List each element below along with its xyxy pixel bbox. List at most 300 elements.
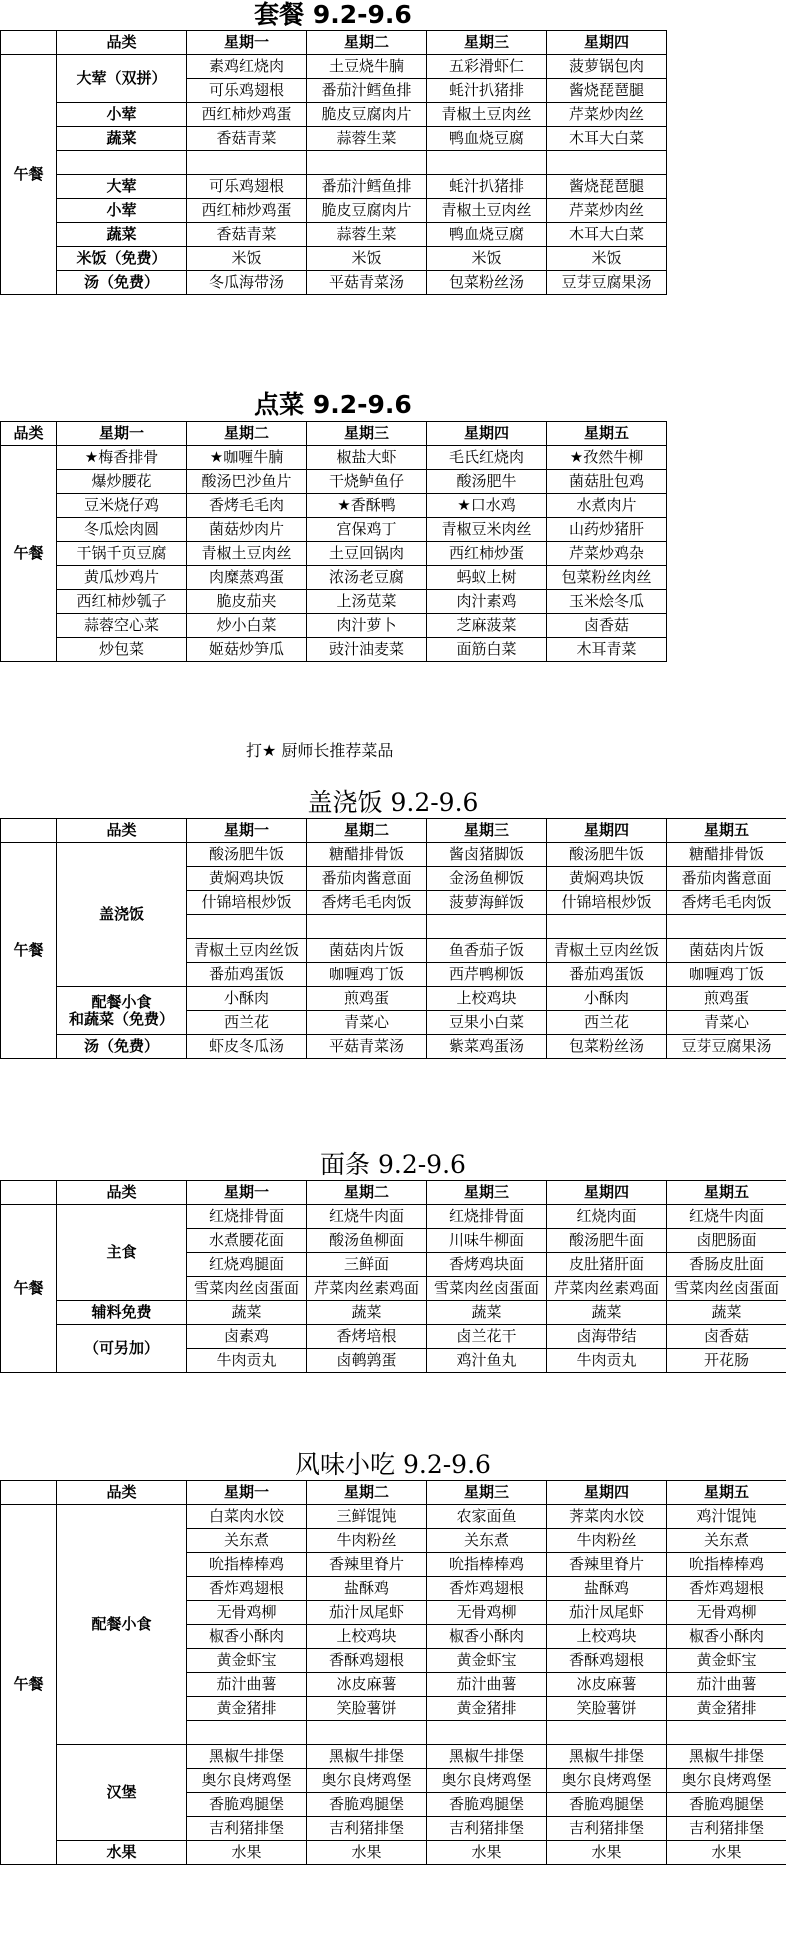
dish-cell: 米饭 [187,247,307,271]
dish-cell: 豆芽豆腐果汤 [667,1035,786,1059]
category-label [57,987,187,1035]
dish-cell: 菌菇肉片饭 [667,939,786,963]
dish-cell: 菌菇肚包鸡 [547,470,667,494]
dish-cell: 吉利猪排堡 [187,1817,307,1841]
table-row [1,127,667,151]
dish-cell: 青椒土豆肉丝饭 [547,939,667,963]
dish-cell: 芹菜炒肉丝 [547,103,667,127]
dish-cell: 卤素鸡 [187,1325,307,1349]
header-cell: 星期五 [667,1181,786,1205]
table-row [1,223,667,247]
dish-cell: ★孜然牛柳 [547,446,667,470]
header-cell: 星期一 [187,31,307,55]
gaijiaofan-title: 盖浇饭 9.2-9.6 [307,788,479,817]
dish-cell: 茄汁凤尾虾 [547,1601,667,1625]
dish-cell: 豉汁油麦菜 [307,638,427,662]
dish-cell: 西红柿炒鸡蛋 [187,103,307,127]
dish-cell: 水果 [187,1841,307,1865]
dish-cell: 荠菜肉水饺 [547,1505,667,1529]
dish-cell: 冰皮麻薯 [307,1673,427,1697]
table-row [1,614,667,638]
dish-cell: 无骨鸡柳 [667,1601,786,1625]
dish-cell: 茄汁曲薯 [427,1673,547,1697]
dish-cell: 煎鸡蛋 [307,987,427,1011]
table-row [1,1035,786,1059]
dish-cell: 卤鹌鹑蛋 [307,1349,427,1373]
dish-cell: 关东煮 [187,1529,307,1553]
dish-cell: 香脆鸡腿堡 [547,1793,667,1817]
dish-cell: 番茄汁鳕鱼排 [307,175,427,199]
dish-cell: 香脆鸡腿堡 [427,1793,547,1817]
dish-cell: 蔬菜 [547,1301,667,1325]
dish-cell: 蚝汁扒猪排 [427,79,547,103]
dish-cell [667,1721,786,1745]
table-row [1,1301,786,1325]
dish-cell: ★咖喱牛腩 [187,446,307,470]
table-row [1,1481,786,1505]
dish-cell: 黑椒牛排堡 [667,1745,786,1769]
table-row [1,446,667,470]
dish-cell: 牛肉贡丸 [187,1349,307,1373]
header-cell: 星期五 [667,1481,786,1505]
dish-cell: 三鲜馄饨 [307,1505,427,1529]
dish-cell [187,915,307,939]
meal-label: 午餐 [1,446,57,662]
header-cell: 星期五 [547,422,667,446]
dish-cell: 香菇青菜 [187,223,307,247]
dish-cell: 关东煮 [427,1529,547,1553]
dish-cell: 煎鸡蛋 [667,987,786,1011]
dish-cell [547,151,667,175]
dish-cell: 菌菇肉片饭 [307,939,427,963]
dish-cell: 红烧牛肉面 [307,1205,427,1229]
dish-cell: 平菇青菜汤 [307,1035,427,1059]
dish-cell [547,1721,667,1745]
dish-cell: 黄瓜炒鸡片 [57,566,187,590]
dish-cell: 蔬菜 [307,1301,427,1325]
header-cell: 星期二 [307,819,427,843]
dish-cell: 吉利猪排堡 [547,1817,667,1841]
dish-cell: 水煮肉片 [547,494,667,518]
dish-cell [427,1721,547,1745]
header-cell: 品类 [57,819,187,843]
table-row [1,422,667,446]
dish-cell: 酸汤鱼柳面 [307,1229,427,1253]
category-label: 配餐小食 [57,1505,187,1745]
dish-cell: 肉汁萝卜 [307,614,427,638]
table-row [1,987,786,1011]
dish-cell: 开花肠 [667,1349,786,1373]
dish-cell: 椒香小酥肉 [187,1625,307,1649]
dish-cell: 芹菜肉丝素鸡面 [307,1277,427,1301]
table-row [1,518,667,542]
dish-cell: 牛肉粉丝 [307,1529,427,1553]
dish-cell: 卤兰花干 [427,1325,547,1349]
dish-cell: 蒜蓉生菜 [307,127,427,151]
table-row [1,31,667,55]
header-cell: 品类 [57,1481,187,1505]
category-label: 汉堡 [57,1745,187,1841]
header-cell: 星期二 [187,422,307,446]
dish-cell: 黑椒牛排堡 [187,1745,307,1769]
table-row [1,247,667,271]
dish-cell: 香炸鸡翅根 [187,1577,307,1601]
dish-cell: 炒包菜 [57,638,187,662]
dish-cell: 椒盐大虾 [307,446,427,470]
dish-cell: 蚂蚁上树 [427,566,547,590]
dish-cell: 皮肚猪肝面 [547,1253,667,1277]
table-row [1,1841,786,1865]
dish-cell: 吉利猪排堡 [307,1817,427,1841]
dish-cell: 上汤苋菜 [307,590,427,614]
dish-cell: 牛肉粉丝 [547,1529,667,1553]
dish-cell: 鸡汁馄饨 [667,1505,786,1529]
dish-cell: 山药炒猪肝 [547,518,667,542]
dish-cell: 番茄鸡蛋饭 [187,963,307,987]
dish-cell: 卤香菇 [667,1325,786,1349]
dish-cell: 椒香小酥肉 [667,1625,786,1649]
dish-cell: 豆芽豆腐果汤 [547,271,667,295]
dish-cell: 小酥肉 [547,987,667,1011]
header-cell: 星期一 [187,1181,307,1205]
dish-cell: 茄汁曲薯 [187,1673,307,1697]
dish-cell: 香酥鸡翅根 [307,1649,427,1673]
dish-cell: 香烤毛毛肉饭 [667,891,786,915]
dish-cell [307,151,427,175]
dish-cell: 番茄肉酱意面 [667,867,786,891]
corner-cell [1,31,57,55]
diancai-title: 点菜 9.2-9.6 [254,390,412,419]
dish-cell: 香酥鸡翅根 [547,1649,667,1673]
dish-cell: 鸭血烧豆腐 [427,223,547,247]
dish-cell: 酸汤肥牛饭 [187,843,307,867]
dish-cell: 番茄鸡蛋饭 [547,963,667,987]
dish-cell: 土豆回锅肉 [307,542,427,566]
dish-cell: 五彩滑虾仁 [427,55,547,79]
table-row [1,1745,786,1769]
dish-cell: 芝麻菠菜 [427,614,547,638]
dish-cell: 面筋白菜 [427,638,547,662]
header-cell: 品类 [57,31,187,55]
dish-cell: 蒜蓉生菜 [307,223,427,247]
dish-cell: 青椒土豆肉丝 [427,103,547,127]
dish-cell: 香菇青菜 [187,127,307,151]
category-label: 盖浇饭 [57,843,187,987]
dish-cell: 川味牛柳面 [427,1229,547,1253]
taocan-title: 套餐 9.2-9.6 [254,0,412,29]
dish-cell: 黄焖鸡块饭 [187,867,307,891]
dish-cell: 香辣里脊片 [307,1553,427,1577]
dish-cell: 酱烧琵琶腿 [547,175,667,199]
category-label: 水果 [57,1841,187,1865]
dish-cell: 米饭 [307,247,427,271]
table-row [1,1505,786,1529]
category-label: 蔬菜 [57,127,187,151]
table-row [1,151,667,175]
dish-cell: 西兰花 [547,1011,667,1035]
table-row [1,1325,786,1349]
dish-cell: 红烧排骨面 [187,1205,307,1229]
header-cell: 星期二 [307,1481,427,1505]
dish-cell: 青椒豆米肉丝 [427,518,547,542]
header-cell: 星期四 [427,422,547,446]
table-row [1,55,667,79]
dish-cell: 水果 [667,1841,786,1865]
dish-cell: 吮指棒棒鸡 [667,1553,786,1577]
meal-label: 午餐 [1,1205,57,1373]
dish-cell: 香烤培根 [307,1325,427,1349]
dish-cell: 芹菜肉丝素鸡面 [547,1277,667,1301]
dish-cell: 木耳大白菜 [547,127,667,151]
dish-cell [547,915,667,939]
miantiao-title: 面条 9.2-9.6 [320,1150,466,1179]
dish-cell: 姬菇炒笋瓜 [187,638,307,662]
table-row [1,638,667,662]
dish-cell: 什锦培根炒饭 [547,891,667,915]
dish-cell: 黄金虾宝 [667,1649,786,1673]
category-label: 汤（免费） [57,1035,187,1059]
dish-cell: 冰皮麻薯 [547,1673,667,1697]
table-row [1,843,786,867]
dish-cell: 上校鸡块 [547,1625,667,1649]
gaijiaofan-table [0,818,786,1059]
dish-cell: 红烧肉面 [547,1205,667,1229]
header-cell: 星期三 [427,819,547,843]
dish-cell: 香脆鸡腿堡 [667,1793,786,1817]
dish-cell: ★口水鸡 [427,494,547,518]
dish-cell: 酸汤肥牛 [427,470,547,494]
header-cell: 星期五 [667,819,786,843]
dish-cell: 香烤毛毛肉 [187,494,307,518]
dish-cell: 鸡汁鱼丸 [427,1349,547,1373]
dish-cell: 雪菜肉丝卤蛋面 [667,1277,786,1301]
dish-cell: 红烧鸡腿面 [187,1253,307,1277]
dish-cell: 芹菜炒鸡杂 [547,542,667,566]
dish-cell: 牛肉贡丸 [547,1349,667,1373]
dish-cell: 黑椒牛排堡 [427,1745,547,1769]
dish-cell: 黄金猪排 [187,1697,307,1721]
table-row [1,494,667,518]
category-label [57,151,187,175]
category-label: 主食 [57,1205,187,1301]
table-row [1,542,667,566]
dish-cell: 糖醋排骨饭 [307,843,427,867]
dish-cell: 吉利猪排堡 [667,1817,786,1841]
dish-cell: 番茄汁鳕鱼排 [307,79,427,103]
dish-cell: 西红柿炒瓠子 [57,590,187,614]
dish-cell: 金汤鱼柳饭 [427,867,547,891]
dish-cell: 冬瓜海带汤 [187,271,307,295]
dish-cell: 蔬菜 [187,1301,307,1325]
dish-cell: 肉糜蒸鸡蛋 [187,566,307,590]
category-label: 辅料免费 [57,1301,187,1325]
dish-cell: 冬瓜烩肉圆 [57,518,187,542]
dish-cell: 爆炒腰花 [57,470,187,494]
dish-cell: 水果 [307,1841,427,1865]
table-row [1,1205,786,1229]
dish-cell: 炒小白菜 [187,614,307,638]
dish-cell: 土豆烧牛腩 [307,55,427,79]
dish-cell: 毛氏红烧肉 [427,446,547,470]
header-cell: 品类 [57,1181,187,1205]
dish-cell: 香肠皮肚面 [667,1253,786,1277]
category-label-line: 和蔬菜（免费） [68,1009,174,1028]
dish-cell: 玉米烩冬瓜 [547,590,667,614]
dish-cell: 笑脸薯饼 [547,1697,667,1721]
dish-cell: 卤海带结 [547,1325,667,1349]
dish-cell: 水果 [427,1841,547,1865]
dish-cell: 吮指棒棒鸡 [427,1553,547,1577]
dish-cell: 奥尔良烤鸡堡 [667,1769,786,1793]
dish-cell: 蔬菜 [667,1301,786,1325]
dish-cell: 鱼香茄子饭 [427,939,547,963]
dish-cell: 虾皮冬瓜汤 [187,1035,307,1059]
table-row [1,590,667,614]
dish-cell: 菠萝锅包肉 [547,55,667,79]
dish-cell: 关东煮 [667,1529,786,1553]
header-cell: 星期一 [187,1481,307,1505]
dish-cell: 咖喱鸡丁饭 [667,963,786,987]
corner-cell [1,1481,57,1505]
dish-cell: ★梅香排骨 [57,446,187,470]
dish-cell: 香烤鸡块面 [427,1253,547,1277]
dish-cell: 上校鸡块 [427,987,547,1011]
dish-cell: 水煮腰花面 [187,1229,307,1253]
dish-cell: 香炸鸡翅根 [427,1577,547,1601]
dish-cell: 盐酥鸡 [307,1577,427,1601]
category-header: 品类 [1,422,57,446]
header-cell: 星期三 [427,31,547,55]
header-cell: 星期四 [547,31,667,55]
dish-cell: 黄金虾宝 [187,1649,307,1673]
dish-cell: 包菜粉丝汤 [427,271,547,295]
dish-cell: 平菇青菜汤 [307,271,427,295]
dish-cell: 奥尔良烤鸡堡 [187,1769,307,1793]
dish-cell: 白菜肉水饺 [187,1505,307,1529]
table-row [1,566,667,590]
dish-cell: 脆皮豆腐肉片 [307,199,427,223]
category-label: 蔬菜 [57,223,187,247]
dish-cell [187,151,307,175]
diancai-table [0,421,667,662]
table-row [1,175,667,199]
dish-cell: 西红柿炒蛋 [427,542,547,566]
dish-cell: 脆皮茄夹 [187,590,307,614]
xiaochi-title: 风味小吃 9.2-9.6 [295,1450,491,1479]
dish-cell: 上校鸡块 [307,1625,427,1649]
dish-cell: 黑椒牛排堡 [547,1745,667,1769]
header-cell: 星期三 [427,1481,547,1505]
meal-label: 午餐 [1,1505,57,1865]
xiaochi-table [0,1480,786,1865]
category-label: 大荤 [57,175,187,199]
dish-cell: 青椒土豆肉丝 [187,542,307,566]
header-cell: 星期三 [427,1181,547,1205]
meal-label: 午餐 [1,843,57,1059]
dish-cell: 西芹鸭柳饭 [427,963,547,987]
dish-cell [187,1721,307,1745]
dish-cell: 红烧排骨面 [427,1205,547,1229]
dish-cell: 可乐鸡翅根 [187,79,307,103]
header-cell: 星期一 [187,819,307,843]
dish-cell [307,1721,427,1745]
dish-cell: 香烤毛毛肉饭 [307,891,427,915]
dish-cell: 奥尔良烤鸡堡 [547,1769,667,1793]
dish-cell: 农家面鱼 [427,1505,547,1529]
dish-cell: 酱烧琵琶腿 [547,79,667,103]
dish-cell: 黄金猪排 [427,1697,547,1721]
dish-cell: 包菜粉丝汤 [547,1035,667,1059]
header-cell: 星期四 [547,1481,667,1505]
dish-cell: 黄金猪排 [667,1697,786,1721]
dish-cell: 黑椒牛排堡 [307,1745,427,1769]
dish-cell: 奥尔良烤鸡堡 [307,1769,427,1793]
dish-cell: 番茄肉酱意面 [307,867,427,891]
dish-cell: 香脆鸡腿堡 [307,1793,427,1817]
dish-cell: 红烧牛肉面 [667,1205,786,1229]
category-label: 大荤（双拼） [57,55,187,103]
table-row [1,470,667,494]
dish-cell [427,151,547,175]
category-label: 小荤 [57,103,187,127]
dish-cell: 紫菜鸡蛋汤 [427,1035,547,1059]
dish-cell: 鸭血烧豆腐 [427,127,547,151]
dish-cell [667,915,786,939]
dish-cell: 宫保鸡丁 [307,518,427,542]
dish-cell: 香脆鸡腿堡 [187,1793,307,1817]
dish-cell: 干锅千页豆腐 [57,542,187,566]
category-label-line: 配餐小食 [91,992,152,1011]
header-cell: 星期四 [547,819,667,843]
dish-cell: 菌菇炒肉片 [187,518,307,542]
chef-recommend-note: 打★ 厨师长推荐菜品 [246,741,394,760]
dish-cell: 青椒土豆肉丝饭 [187,939,307,963]
taocan-table [0,30,667,295]
dish-cell: 酸汤肥牛饭 [547,843,667,867]
dish-cell: 香辣里脊片 [547,1553,667,1577]
category-label: （可另加） [57,1325,187,1373]
dish-cell: 木耳青菜 [547,638,667,662]
dish-cell: 小酥肉 [187,987,307,1011]
dish-cell: 笑脸薯饼 [307,1697,427,1721]
dish-cell: 蚝汁扒猪排 [427,175,547,199]
dish-cell: 雪菜肉丝卤蛋面 [187,1277,307,1301]
dish-cell: 雪菜肉丝卤蛋面 [427,1277,547,1301]
dish-cell: 蔬菜 [427,1301,547,1325]
dish-cell: 米饭 [427,247,547,271]
corner-cell [1,819,57,843]
dish-cell: 酸汤巴沙鱼片 [187,470,307,494]
dish-cell: 青菜心 [307,1011,427,1035]
dish-cell: 黄金虾宝 [427,1649,547,1673]
dish-cell: 盐酥鸡 [547,1577,667,1601]
category-label: 汤（免费） [57,271,187,295]
dish-cell: 茄汁曲薯 [667,1673,786,1697]
dish-cell: 什锦培根炒饭 [187,891,307,915]
dish-cell: 黄焖鸡块饭 [547,867,667,891]
dish-cell: 无骨鸡柳 [427,1601,547,1625]
dish-cell: 茄汁凤尾虾 [307,1601,427,1625]
table-row [1,271,667,295]
header-cell: 星期四 [547,1181,667,1205]
category-label: 米饭（免费） [57,247,187,271]
dish-cell: 豆果小白菜 [427,1011,547,1035]
header-cell: 星期一 [57,422,187,446]
dish-cell: 可乐鸡翅根 [187,175,307,199]
dish-cell: 芹菜炒肉丝 [547,199,667,223]
dish-cell: 西红柿炒鸡蛋 [187,199,307,223]
category-label: 小荤 [57,199,187,223]
